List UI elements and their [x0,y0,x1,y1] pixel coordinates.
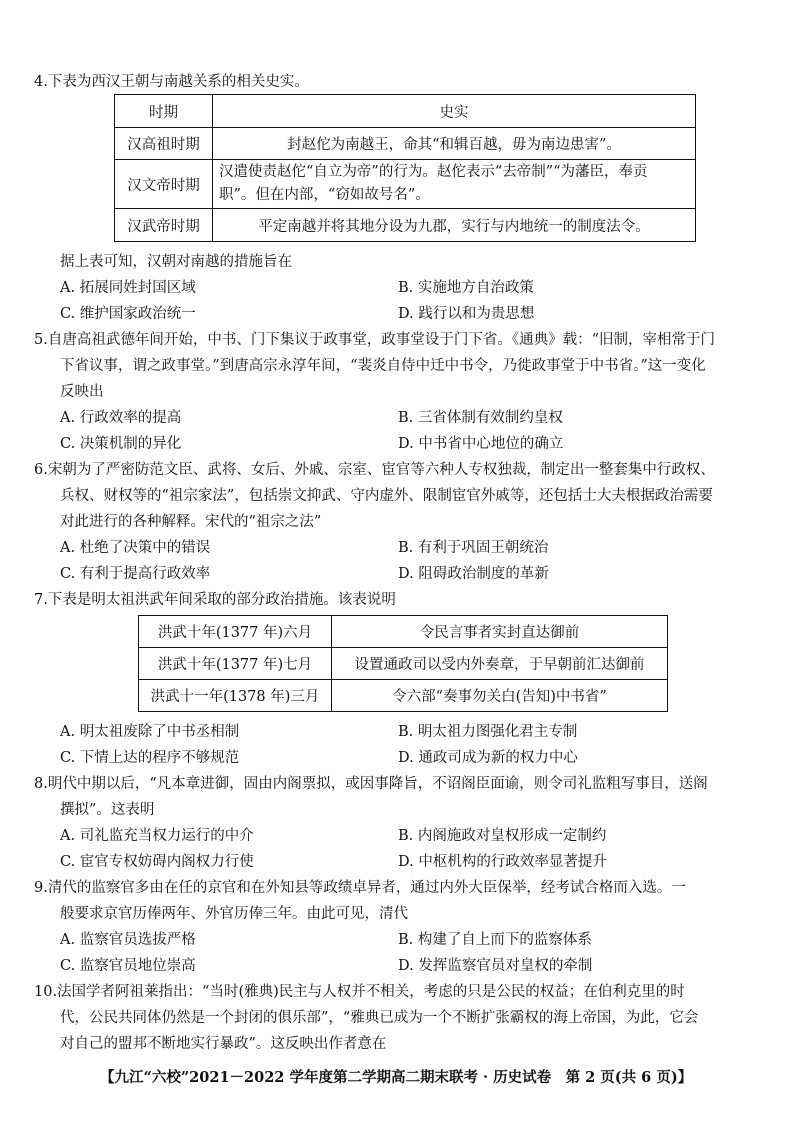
q6-option-d: D. 阻碍政治制度的革新 [398,566,549,582]
q7-row2-time: 洪武十年(1377 年)七月 [139,648,332,680]
q4-question: 据上表可知，汉朝对南越的措施旨在 [60,254,292,270]
q4-row2-fact [213,160,696,209]
q4-option-b: B. 实施地方自治政策 [398,280,534,296]
q7-row3-time: 洪武十一年(1378 年)三月 [139,680,332,712]
q6-line1: 6.宋朝为了严密防范文臣、武将、女后、外戚、宗室、宦官等六种人专权独裁，制定出一整套集中行政权、 [34,462,715,478]
q7-table [138,615,668,712]
q6-line2: 兵权、财权等的“祖宗家法”，包括崇文抑武、守内虚外、限制宦官外戚等，还包括士大夫根据政治需要 [60,488,713,504]
q4-row2-period: 汉文帝时期 [115,160,213,209]
q5-option-b: B. 三省体制有效制约皇权 [398,410,563,426]
q4-option-c: C. 维护国家政治统一 [60,306,196,322]
q4-row1-fact: 封赵佗为南越王，命其“和辑百越，毋为南边患害”。 [213,128,696,160]
q4-row1-period: 汉高祖时期 [115,128,213,160]
q9-option-c: C. 监察官员地位崇高 [60,958,196,974]
q4-stem: 4.下表为西汉王朝与南越关系的相关史实。 [34,74,309,90]
q9-line1: 9.清代的监察官多由在任的京官和在外知县等政绩卓异者，通过内外大臣保举，经考试合格而入选。一 [34,880,686,896]
q7-option-d: D. 通政司成为新的权力中心 [398,750,578,766]
q5-option-c: C. 决策机制的异化 [60,436,182,452]
q5-line3: 反映出 [60,384,104,400]
q4-table [114,94,696,242]
q7-row3-measure: 令六部“奏事勿关白(告知)中书省” [332,680,668,712]
q9-option-a: A. 监察官员选拔严格 [60,932,196,948]
q6-option-b: B. 有利于巩固王朝统治 [398,540,549,556]
q7-option-a: A. 明太祖废除了中书丞相制 [60,724,240,740]
q6-option-c: C. 有利于提高行政效率 [60,566,211,582]
q4-row2-fact-line1: 汉遣使责赵佗“自立为帝”的行为。赵佗表示“去帝制”“为藩臣，奉贡 [219,164,648,180]
q7-stem: 7.下表是明太祖洪武年间采取的部分政治措施。该表说明 [34,592,396,608]
q5-option-d: D. 中书省中心地位的确立 [398,436,564,452]
q5-line2: 下省议事，谓之政事堂。”到唐高宗永淳年间，“裴炎自侍中迁中书令，乃徙政事堂于中书省。”这一变化 [60,358,706,374]
q6-option-a: A. 杜绝了决策中的错误 [60,540,211,556]
q7-option-c: C. 下情上达的程序不够规范 [60,750,240,766]
q9-option-d: D. 发挥监察官员对皇权的牵制 [398,958,593,974]
q8-option-c: C. 宦官专权妨碍内阁权力行使 [60,854,254,870]
q4-header-fact: 史实 [213,95,696,128]
page-footer: 【九江“六校”2021－2022 学年度第二学期高二期末联考 · 历史试卷 第 2 页(共 6 页)】 [100,1069,693,1086]
q4-option-d: D. 践行以和为贵思想 [398,306,535,322]
q8-line1: 8.明代中期以后，“凡本章进御，固由内阁票拟，或因事降旨，不诏阁臣面谕，则令司礼监粗写事目，送阁 [34,776,708,792]
q7-row1-measure: 令民言事者实封直达御前 [332,616,668,648]
q10-line2: 代，公民共同体仍然是一个封闭的俱乐部”，“雅典已成为一个不断扩张霸权的海上帝国，为此，它会 [60,1010,699,1026]
q8-line2: 撰拟”。这表明 [60,802,155,818]
q10-line1: 10.法国学者阿祖莱指出：“当时(雅典)民主与人权并不相关，考虑的只是公民的权益；在伯利克里的时 [34,984,685,1000]
q4-header-period: 时期 [115,95,213,128]
q5-option-a: A. 行政效率的提高 [60,410,182,426]
q9-line2: 般要求京官历俸两年、外官历俸三年。由此可见，清代 [60,906,408,922]
q4-row3-fact: 平定南越并将其地分设为九郡，实行与内地统一的制度法令。 [213,209,696,242]
q7-row1-time: 洪武十年(1377 年)六月 [139,616,332,648]
q7-row2-measure: 设置通政司以受内外奏章，于早朝前汇达御前 [332,648,668,680]
q8-option-a: A. 司礼监充当权力运行的中介 [60,828,254,844]
q7-option-b: B. 明太祖力图强化君主专制 [398,724,578,740]
q4-option-a: A. 拓展同姓封国区域 [60,280,196,296]
q8-option-d: D. 中枢机构的行政效率显著提升 [398,854,607,870]
q4-row3-period: 汉武帝时期 [115,209,213,242]
q9-option-b: B. 构建了自上而下的监察体系 [398,932,592,948]
q10-line3: 对自己的盟邦不断地实行暴政”。这反映出作者意在 [60,1036,387,1052]
q5-line1: 5.自唐高祖武德年间开始，中书、门下集议于政事堂，政事堂设于门下省。《通典》载：“旧制，宰相常于门 [34,332,715,348]
q6-line3: 对此进行的各种解释。宋代的“祖宗之法” [60,514,322,530]
q8-option-b: B. 内阁施政对皇权形成一定制约 [398,828,607,844]
q4-row2-fact-line2: 职”。但在内部，“窃如故号名”。 [219,187,430,203]
